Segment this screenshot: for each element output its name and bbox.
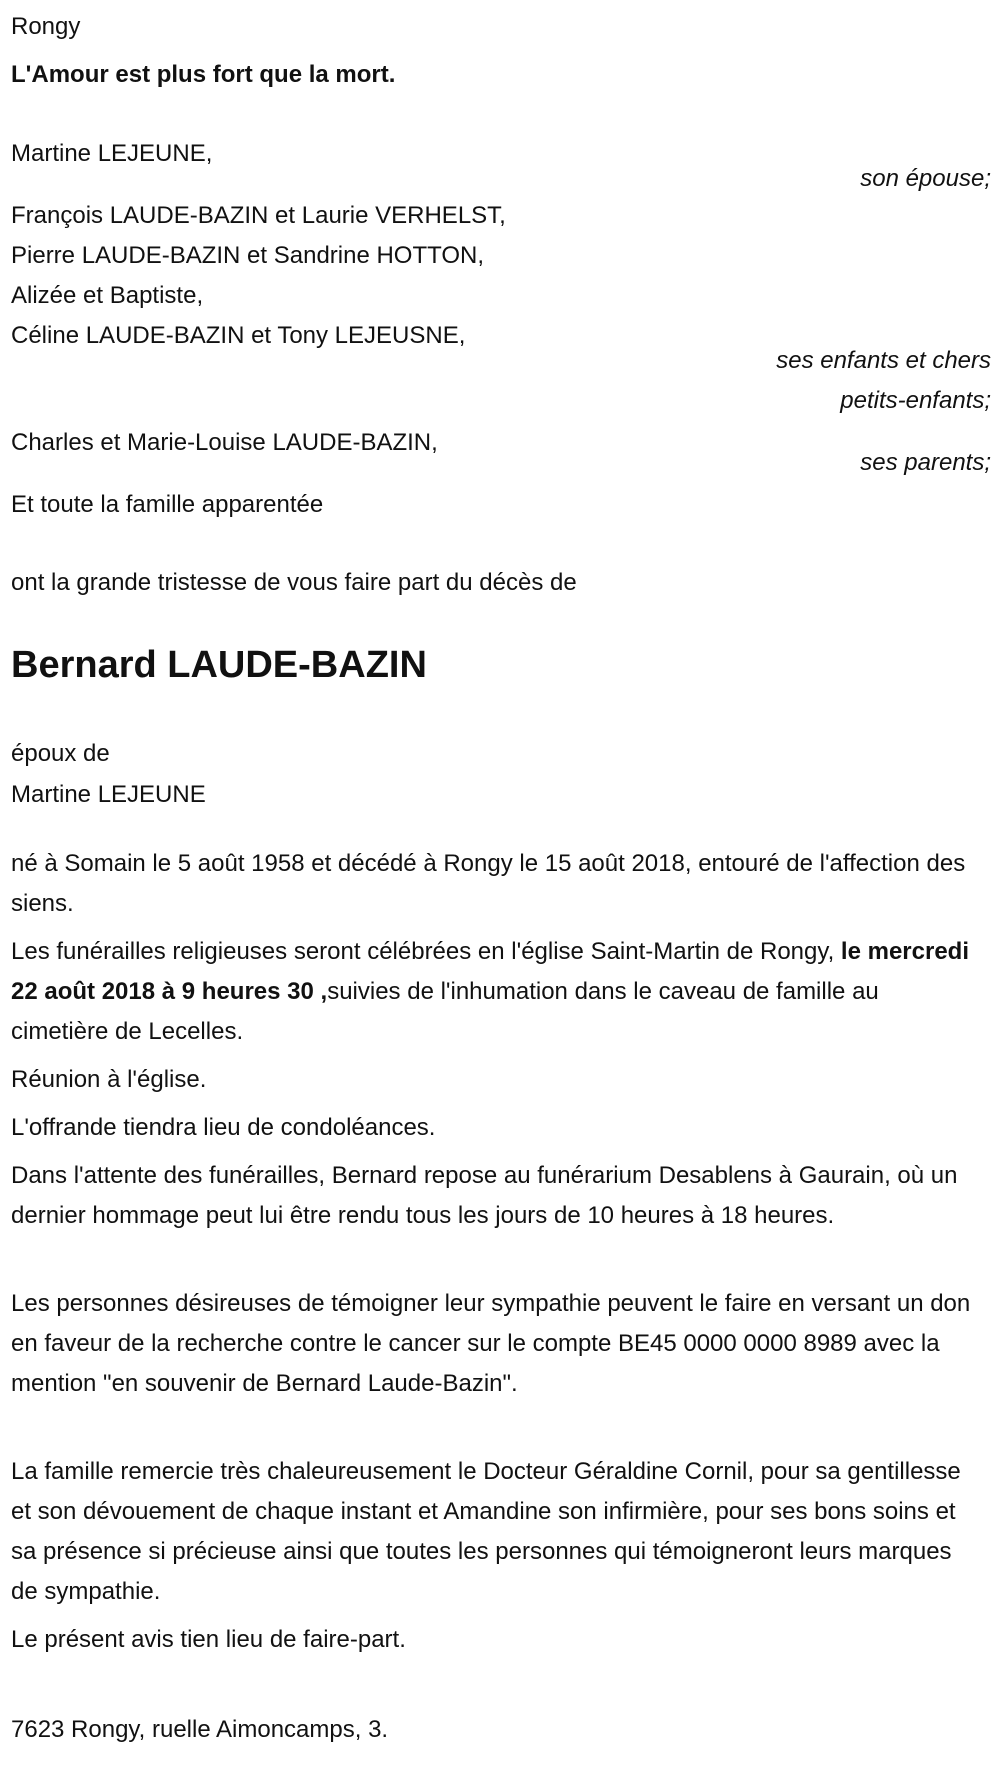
family-name-child-3: Céline LAUDE-BAZIN et Tony LEJEUSNE, (11, 322, 466, 349)
relation-children-1: ses enfants et chers (776, 347, 991, 374)
funeral-text-post: suivies de l'inhumation dans le caveau de famille au cimetière de Lecelles. (11, 978, 879, 1045)
family-name-child-2: Pierre LAUDE-BAZIN et Sandrine HOTTON, (11, 242, 485, 269)
family-name-spouse: Martine LEJEUNE, (11, 140, 213, 167)
deceased-name: Bernard LAUDE-BAZIN (11, 644, 427, 686)
spouse-label: époux de (11, 740, 110, 767)
location-header: Rongy (11, 13, 81, 40)
motto: L'Amour est plus fort que la mort. (11, 61, 396, 88)
paragraph-funeral (11, 932, 971, 1052)
family-name-grandchildren: Alizée et Baptiste, (11, 282, 204, 309)
relation-parents: ses parents; (860, 449, 991, 476)
family-name-child-1: François LAUDE-BAZIN et Laurie VERHELST, (11, 202, 506, 229)
spouse-name: Martine LEJEUNE (11, 781, 206, 808)
funeral-date-time: le mercredi 22 août 2018 à 9 heures 30 , (11, 938, 969, 1005)
paragraph-donation: Les personnes désireuses de témoigner leur sympathie peuvent le faire en versant un don en faveur de la recherche contre le cancer sur le compte BE45 0000 0000 8989 avec la mention "en souvenir de Bernard Laude-Bazin". (11, 1290, 971, 1397)
paragraph-notice-note: Le présent avis tien lieu de faire-part. (11, 1626, 406, 1653)
paragraph-meeting: Réunion à l'église. (11, 1066, 207, 1093)
family-extended: Et toute la famille apparentée (11, 491, 324, 518)
paragraph-viewing: Dans l'attente des funérailles, Bernard repose au funérarium Desablens à Gaurain, où un dernier hommage peut lui être rendu tous les jours de 10 heures à 18 heures. (11, 1162, 958, 1229)
paragraph-birth-death: né à Somain le 5 août 1958 et décédé à Rongy le 15 août 2018, entouré de l'affection des siens. (11, 850, 966, 917)
relation-children-2: petits-enfants; (840, 387, 991, 414)
funeral-text-pre: Les funérailles religieuses seront célébrées en l'église Saint-Martin de Rongy, (11, 938, 841, 965)
paragraph-offering: L'offrande tiendra lieu de condoléances. (11, 1114, 436, 1141)
address: 7623 Rongy, ruelle Aimoncamps, 3. (11, 1716, 389, 1743)
family-name-parents: Charles et Marie-Louise LAUDE-BAZIN, (11, 429, 438, 456)
relation-spouse: son épouse; (860, 165, 991, 192)
announcement-text: ont la grande tristesse de vous faire part du décès de (11, 569, 577, 596)
paragraph-thanks: La famille remercie très chaleureusement le Docteur Géraldine Cornil, pour sa gentillesse et son dévouement de chaque instant et Amandine son infirmière, pour ses bons soins et sa présence si précieuse ainsi que toutes les personnes qui témoigneront leurs marques de sympathie. (11, 1458, 961, 1605)
